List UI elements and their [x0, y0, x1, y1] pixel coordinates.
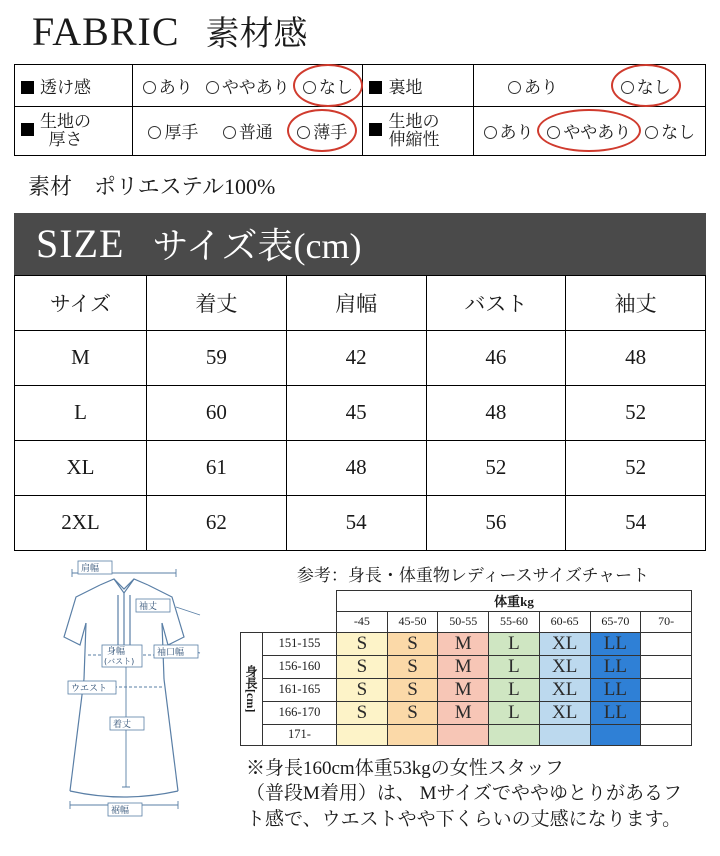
bullet-square-icon — [21, 81, 34, 94]
label-waist: ウエスト — [71, 683, 108, 694]
radio-icon — [547, 126, 560, 139]
height-weight-chart — [240, 590, 692, 746]
table-row — [15, 107, 706, 156]
chart-cell: M — [438, 678, 489, 701]
chart-cell: L — [489, 655, 540, 678]
chart-corner — [263, 590, 337, 611]
size-header-cell: 着丈 — [147, 275, 287, 330]
size-cell: 54 — [566, 495, 706, 550]
table-row — [15, 440, 706, 495]
radio-icon — [148, 126, 161, 139]
size-banner — [14, 213, 706, 275]
size-table — [14, 275, 706, 551]
chart-cell — [590, 724, 641, 745]
size-cell: 2XL — [15, 495, 147, 550]
fabric-row-label-stretch: 生地の 伸縮性 — [363, 107, 473, 156]
chart-cell: S — [387, 655, 438, 678]
label-bust: 身幅 — [107, 646, 126, 657]
label-shoulder: 肩幅 — [81, 563, 100, 574]
note-line-2: （普段M着用）は、 Mサイズでややゆとりがあるフ — [246, 783, 683, 805]
chart-height-row: 151-155 — [263, 632, 337, 655]
table-row — [241, 678, 692, 701]
size-cell: 52 — [426, 440, 566, 495]
chart-cell: S — [337, 632, 388, 655]
chart-corner — [241, 590, 263, 611]
material-value: ポリエステル100% — [94, 173, 276, 199]
chart-height-row: 171- — [263, 724, 337, 745]
table-row — [241, 590, 692, 611]
fabric-row-label-thickness: 生地の 厚さ — [15, 107, 133, 156]
size-title-en: SIZE — [36, 221, 125, 267]
radio-icon — [621, 81, 634, 94]
size-title-jp: サイズ表(cm) — [152, 226, 362, 267]
chart-weight-col: 50-55 — [438, 611, 489, 632]
chart-height-row: 166-170 — [263, 701, 337, 724]
chart-cell — [438, 724, 489, 745]
table-row — [241, 724, 692, 745]
size-cell: 52 — [566, 440, 706, 495]
fabric-options-stretch — [473, 107, 705, 156]
size-header-cell: 袖丈 — [566, 275, 706, 330]
option-lining-nashi[interactable]: なし — [617, 71, 675, 100]
size-cell: 60 — [147, 385, 287, 440]
size-header-cell: 肩幅 — [286, 275, 426, 330]
size-cell: 48 — [426, 385, 566, 440]
fabric-title-en: FABRIC — [32, 9, 180, 54]
option-sheerness-ari[interactable]: あり — [139, 71, 197, 100]
option-thickness-atsude[interactable]: 厚手 — [144, 116, 202, 145]
fabric-row-label-sheerness: 透け感 — [15, 65, 133, 107]
fabric-heading — [14, 0, 706, 52]
label-sleeve-open: 袖口幅 — [157, 647, 185, 658]
option-sheerness-nashi[interactable]: なし — [299, 71, 357, 100]
option-lining-ari[interactable]: あり — [504, 71, 562, 100]
chart-height-row: 161-165 — [263, 678, 337, 701]
size-cell: 61 — [147, 440, 287, 495]
chart-weight-col: 45-50 — [387, 611, 438, 632]
chart-cell — [641, 655, 692, 678]
option-sheerness-yayaari[interactable]: ややあり — [202, 71, 294, 100]
chart-cell — [641, 701, 692, 724]
chart-corner — [241, 611, 263, 632]
size-cell: M — [15, 330, 147, 385]
table-row — [241, 655, 692, 678]
size-cell: XL — [15, 440, 147, 495]
label-sleeve: 袖丈 — [139, 601, 158, 612]
table-row — [15, 330, 706, 385]
chart-cell: LL — [590, 655, 641, 678]
fabric-options-sheerness — [133, 65, 363, 107]
chart-cell: M — [438, 655, 489, 678]
bullet-square-icon — [369, 81, 382, 94]
fabric-row-label-lining: 裏地 — [363, 65, 473, 107]
radio-icon — [297, 126, 310, 139]
chart-cell: S — [337, 701, 388, 724]
label-bust-sub: (バスト) — [104, 656, 135, 666]
table-row — [241, 632, 692, 655]
chart-cell: XL — [539, 632, 590, 655]
chart-cell: S — [387, 632, 438, 655]
size-cell: 59 — [147, 330, 287, 385]
bullet-square-icon — [369, 123, 382, 136]
chart-cell: S — [337, 678, 388, 701]
option-thickness-futsuu[interactable]: 普通 — [219, 116, 277, 145]
size-header-cell: サイズ — [15, 275, 147, 330]
size-chart-column — [236, 559, 706, 833]
option-stretch-yayaari[interactable]: ややあり — [543, 116, 635, 145]
fabric-attribute-table — [14, 64, 706, 156]
radio-icon — [508, 81, 521, 94]
size-cell: 52 — [566, 385, 706, 440]
radio-icon — [206, 81, 219, 94]
chart-cell: S — [387, 678, 438, 701]
chart-cell: L — [489, 701, 540, 724]
chart-cell — [641, 678, 692, 701]
option-stretch-ari[interactable]: あり — [480, 116, 538, 145]
radio-icon — [303, 81, 316, 94]
fabric-title-jp: 素材感 — [205, 16, 308, 53]
chart-height-row: 156-160 — [263, 655, 337, 678]
chart-cell: L — [489, 632, 540, 655]
chart-cell — [641, 724, 692, 745]
chart-cell: XL — [539, 701, 590, 724]
chart-cell — [387, 724, 438, 745]
chart-cell: M — [438, 701, 489, 724]
label-hem: 裾幅 — [111, 805, 130, 816]
size-cell: 54 — [286, 495, 426, 550]
chart-weight-col: 65-70 — [590, 611, 641, 632]
chart-cell: S — [337, 655, 388, 678]
chart-cell — [337, 724, 388, 745]
size-cell: 62 — [147, 495, 287, 550]
size-cell: 48 — [566, 330, 706, 385]
size-cell: 46 — [426, 330, 566, 385]
size-cell: 56 — [426, 495, 566, 550]
chart-cell: S — [387, 701, 438, 724]
chart-weight-col: 70- — [641, 611, 692, 632]
chart-cell — [539, 724, 590, 745]
chart-cell: XL — [539, 655, 590, 678]
note-line-1: ※身長160cm体重53kgの女性スタッフ — [246, 757, 564, 779]
option-stretch-nashi[interactable]: なし — [641, 116, 699, 145]
table-row — [15, 65, 706, 107]
bullet-square-icon — [21, 123, 34, 136]
radio-icon — [645, 126, 658, 139]
chart-title: 参考：身長・体重物レディースサイズチャート — [296, 565, 650, 585]
chart-cell: LL — [590, 678, 641, 701]
radio-icon — [484, 126, 497, 139]
chart-cell: XL — [539, 678, 590, 701]
table-header-row — [15, 275, 706, 330]
chart-cell: LL — [590, 632, 641, 655]
chart-cell: L — [489, 678, 540, 701]
radio-icon — [143, 81, 156, 94]
note-line-3: ト感で、ウエストやや下くらいの丈感になります。 — [246, 808, 682, 830]
table-row — [15, 385, 706, 440]
label-length: 着丈 — [113, 719, 132, 730]
chart-weight-col: 60-65 — [539, 611, 590, 632]
table-row — [15, 495, 706, 550]
table-row — [241, 701, 692, 724]
dress-illustration — [14, 559, 236, 819]
table-row — [241, 611, 692, 632]
material-label: 素材 — [28, 173, 73, 199]
fabric-options-thickness — [133, 107, 363, 156]
chart-weight-header: 体重kg — [337, 590, 692, 611]
staff-note — [240, 756, 706, 833]
chart-cell — [641, 632, 692, 655]
radio-icon — [223, 126, 236, 139]
size-cell: L — [15, 385, 147, 440]
chart-weight-col: -45 — [337, 611, 388, 632]
lower-section — [14, 559, 706, 833]
size-header-cell: バスト — [426, 275, 566, 330]
chart-cell: M — [438, 632, 489, 655]
material-line — [14, 170, 706, 201]
chart-weight-col: 55-60 — [489, 611, 540, 632]
option-thickness-usude[interactable]: 薄手 — [293, 116, 351, 145]
chart-cell: LL — [590, 701, 641, 724]
chart-corner — [263, 611, 337, 632]
chart-cell — [489, 724, 540, 745]
size-cell: 45 — [286, 385, 426, 440]
size-cell: 48 — [286, 440, 426, 495]
size-cell: 42 — [286, 330, 426, 385]
chart-height-header: 身長[cm] — [241, 632, 263, 745]
garment-measurement-diagram — [14, 559, 236, 833]
fabric-options-lining — [473, 65, 705, 107]
